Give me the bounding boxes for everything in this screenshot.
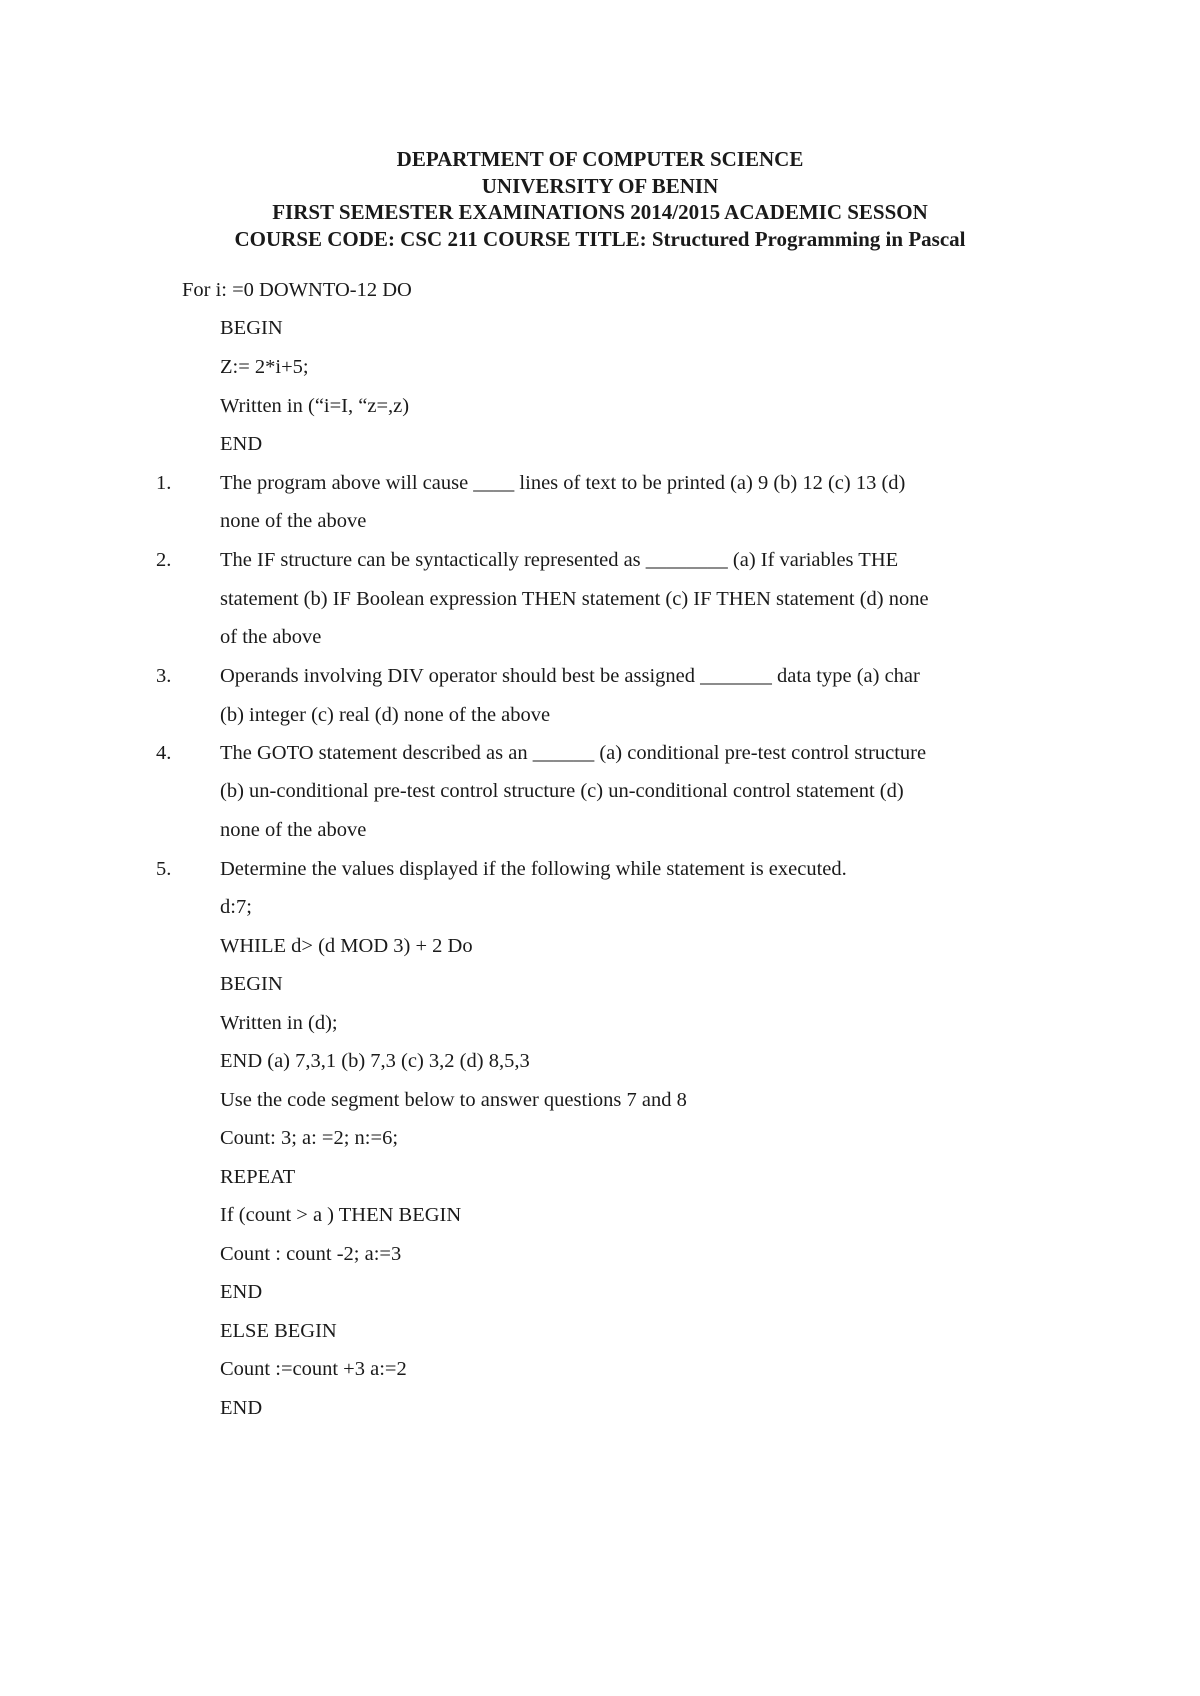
question-number: 1. [156, 472, 172, 494]
question-number: 2. [156, 549, 172, 571]
code-line: For i: =0 DOWNTO-12 DO [182, 279, 412, 301]
question-text: (b) un-conditional pre-test control structure (c) un-conditional control statement (d) [220, 780, 904, 802]
code-line: END [220, 1397, 263, 1419]
code-line: WHILE d> (d MOD 3) + 2 Do [220, 935, 473, 957]
code-line: Count : count -2; a:=3 [220, 1243, 402, 1265]
question-text: none of the above [220, 819, 367, 841]
question-text: (b) integer (c) real (d) none of the above [220, 704, 551, 726]
question-text: The IF structure can be syntactically represented as ________ (a) If variables THE [220, 549, 899, 571]
code-line: Count :=count +3 a:=2 [220, 1358, 407, 1380]
code-line: BEGIN [220, 973, 283, 995]
question-text: Determine the values displayed if the following while statement is executed. [220, 858, 847, 880]
university-title: UNIVERSITY OF BENIN [481, 173, 719, 198]
course-title: COURSE CODE: CSC 211 COURSE TITLE: Structured Programming in Pascal [234, 226, 966, 251]
code-line: Z:= 2*i+5; [220, 356, 309, 378]
question-text: Operands involving DIV operator should best be assigned _______ data type (a) char [220, 665, 920, 687]
code-line: d:7; [220, 896, 252, 918]
department-title: DEPARTMENT OF COMPUTER SCIENCE [396, 147, 804, 171]
question-number: 5. [156, 858, 172, 880]
code-line: BEGIN [220, 317, 283, 339]
code-line: Written in (d); [220, 1012, 338, 1034]
question-text: statement (b) IF Boolean expression THEN statement (c) IF THEN statement (d) none [220, 588, 929, 610]
code-line: ELSE BEGIN [220, 1320, 337, 1342]
question-number: 4. [156, 742, 172, 764]
question-text: The program above will cause ____ lines of text to be printed (a) 9 (b) 12 (c) 13 (d) [220, 472, 906, 494]
code-line: Count: 3; a: =2; n:=6; [220, 1127, 399, 1149]
code-line: END [220, 433, 263, 455]
question-text: none of the above [220, 510, 367, 532]
code-line: REPEAT [220, 1166, 296, 1188]
instruction-text: Use the code segment below to answer questions 7 and 8 [220, 1089, 687, 1111]
exam-header [0, 146, 1200, 252]
code-line: Written in (“i=I, “z=,z) [220, 395, 410, 417]
question-text: The GOTO statement described as an ______ (a) conditional pre-test control structure [220, 742, 927, 764]
exam-session-title: FIRST SEMESTER EXAMINATIONS 2014/2015 ACADEMIC SESSON [272, 200, 928, 224]
code-line: If (count > a ) THEN BEGIN [220, 1204, 462, 1226]
question-options: END (a) 7,3,1 (b) 7,3 (c) 3,2 (d) 8,5,3 [220, 1050, 530, 1072]
question-number: 3. [156, 665, 172, 687]
question-text: of the above [220, 626, 322, 648]
code-line: END [220, 1281, 263, 1303]
